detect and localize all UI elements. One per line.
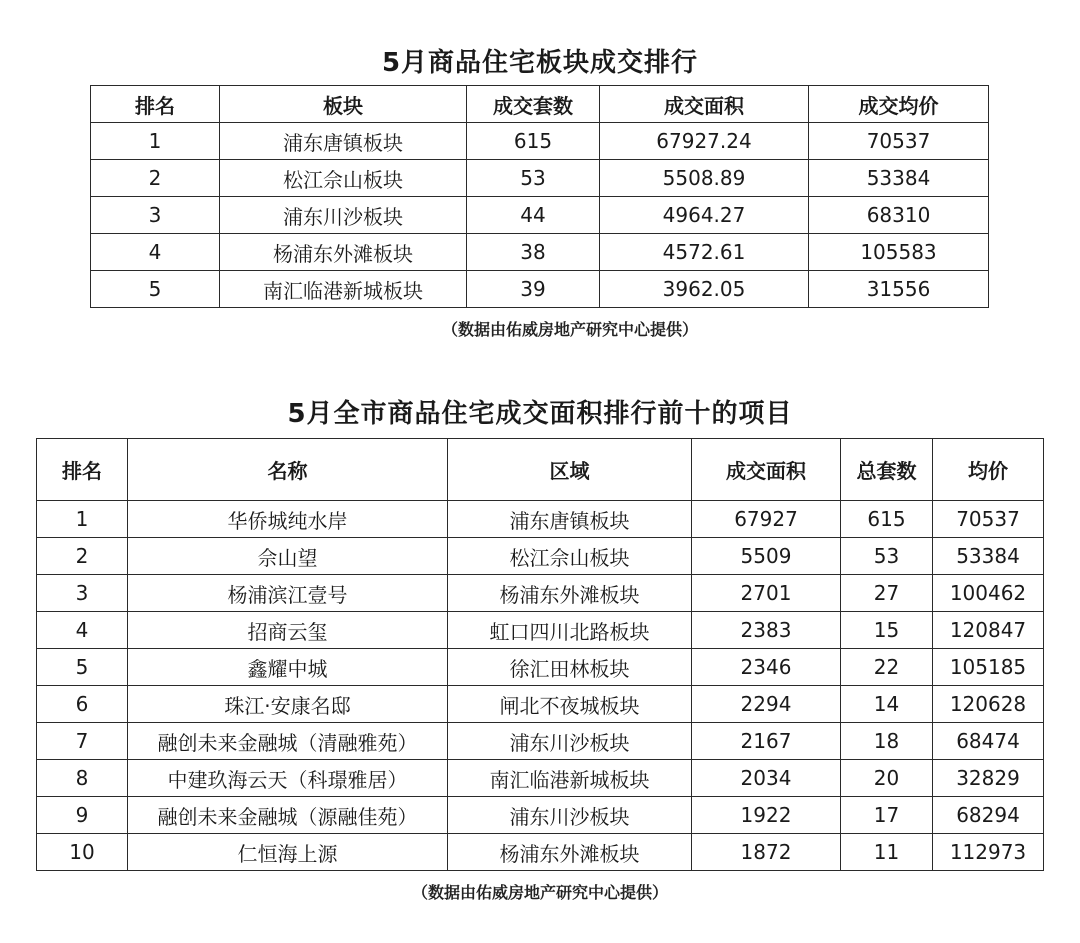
table-cell: 39: [467, 271, 600, 308]
table-cell: 闸北不夜城板块: [448, 686, 692, 723]
table-cell: 8: [37, 760, 128, 797]
table-row: [37, 797, 1044, 834]
table-row: [91, 160, 989, 197]
table-cell: 南汇临港新城板块: [448, 760, 692, 797]
table-cell: 5: [91, 271, 220, 308]
table-cell: 112973: [933, 834, 1044, 871]
table2-title: 5月全市商品住宅成交面积排行前十的项目: [287, 399, 793, 429]
table-cell: 2034: [692, 760, 841, 797]
table-cell: 浦东川沙板块: [220, 197, 467, 234]
table-cell: 中建玖海云天（科璟雅居）: [128, 760, 448, 797]
table-cell: 615: [467, 123, 600, 160]
table-cell: 招商云玺: [128, 612, 448, 649]
table-cell: 浦东川沙板块: [448, 723, 692, 760]
header-region: 区域: [448, 439, 692, 501]
project-ranking-table: [36, 438, 1044, 871]
table-cell: 华侨城纯水岸: [128, 501, 448, 538]
header-units: 成交套数: [467, 86, 600, 123]
table-cell: 14: [841, 686, 933, 723]
table-cell: 2: [91, 160, 220, 197]
table-cell: 1872: [692, 834, 841, 871]
table-cell: 11: [841, 834, 933, 871]
table-cell: 5: [37, 649, 128, 686]
table-row: [91, 234, 989, 271]
table-row: [37, 834, 1044, 871]
header-area: 成交面积: [600, 86, 809, 123]
table-cell: 100462: [933, 575, 1044, 612]
table-row: [37, 538, 1044, 575]
table-cell: 68310: [809, 197, 989, 234]
table-cell: 1: [91, 123, 220, 160]
table-cell: 27: [841, 575, 933, 612]
header-name: 名称: [128, 439, 448, 501]
table-cell: 3: [37, 575, 128, 612]
table-cell: 佘山望: [128, 538, 448, 575]
table-cell: 32829: [933, 760, 1044, 797]
table-cell: 615: [841, 501, 933, 538]
table-cell: 15: [841, 612, 933, 649]
table-cell: 浦东川沙板块: [448, 797, 692, 834]
table-cell: 4964.27: [600, 197, 809, 234]
table-cell: 105185: [933, 649, 1044, 686]
table-cell: 2346: [692, 649, 841, 686]
table-header-row: [37, 439, 1044, 501]
table-cell: 杨浦东外滩板块: [448, 575, 692, 612]
table-cell: 68474: [933, 723, 1044, 760]
table-cell: 融创未来金融城（源融佳苑）: [128, 797, 448, 834]
table-cell: 浦东唐镇板块: [448, 501, 692, 538]
table2-source-note: （数据由佑威房地产研究中心提供）: [411, 883, 668, 902]
table-cell: 9: [37, 797, 128, 834]
table-row: [37, 686, 1044, 723]
table-cell: 120847: [933, 612, 1044, 649]
header-avg-price: 成交均价: [809, 86, 989, 123]
table-cell: 22: [841, 649, 933, 686]
table-cell: 120628: [933, 686, 1044, 723]
table-row: [37, 723, 1044, 760]
table-cell: 2167: [692, 723, 841, 760]
table-cell: 4: [91, 234, 220, 271]
table-cell: 10: [37, 834, 128, 871]
table-cell: 67927.24: [600, 123, 809, 160]
table-cell: 3: [91, 197, 220, 234]
table-row: [37, 575, 1044, 612]
table-cell: 杨浦滨江壹号: [128, 575, 448, 612]
table-cell: 仁恒海上源: [128, 834, 448, 871]
table-cell: 68294: [933, 797, 1044, 834]
table-cell: 20: [841, 760, 933, 797]
table-row: [37, 760, 1044, 797]
table-cell: 31556: [809, 271, 989, 308]
table-cell: 杨浦东外滩板块: [220, 234, 467, 271]
table-cell: 5509: [692, 538, 841, 575]
table-cell: 1: [37, 501, 128, 538]
table-header-row: [91, 86, 989, 123]
table-row: [91, 197, 989, 234]
table-cell: 鑫耀中城: [128, 649, 448, 686]
table-row: [37, 501, 1044, 538]
table-row: [91, 123, 989, 160]
table-cell: 虹口四川北路板块: [448, 612, 692, 649]
table-cell: 53: [467, 160, 600, 197]
table-cell: 53: [841, 538, 933, 575]
table-cell: 3962.05: [600, 271, 809, 308]
table-cell: 松江佘山板块: [220, 160, 467, 197]
table1-source-note: （数据由佑威房地产研究中心提供）: [441, 320, 698, 339]
table-cell: 17: [841, 797, 933, 834]
table-row: [37, 612, 1044, 649]
table-cell: 53384: [933, 538, 1044, 575]
table-cell: 2: [37, 538, 128, 575]
table-row: [91, 271, 989, 308]
table-cell: 珠江·安康名邸: [128, 686, 448, 723]
table-cell: 6: [37, 686, 128, 723]
table-cell: 53384: [809, 160, 989, 197]
header-total-units: 总套数: [841, 439, 933, 501]
table-cell: 融创未来金融城（清融雅苑）: [128, 723, 448, 760]
table-cell: 松江佘山板块: [448, 538, 692, 575]
table-cell: 2383: [692, 612, 841, 649]
table-cell: 67927: [692, 501, 841, 538]
table-cell: 徐汇田林板块: [448, 649, 692, 686]
table-cell: 杨浦东外滩板块: [448, 834, 692, 871]
table1-title: 5月商品住宅板块成交排行: [381, 48, 699, 78]
table-row: [37, 649, 1044, 686]
header-rank: 排名: [91, 86, 220, 123]
table-cell: 1922: [692, 797, 841, 834]
table-cell: 38: [467, 234, 600, 271]
table-cell: 浦东唐镇板块: [220, 123, 467, 160]
header-sector: 板块: [220, 86, 467, 123]
table-cell: 南汇临港新城板块: [220, 271, 467, 308]
header-area: 成交面积: [692, 439, 841, 501]
table-cell: 4: [37, 612, 128, 649]
table-cell: 4572.61: [600, 234, 809, 271]
sector-ranking-table: [90, 85, 989, 308]
table-cell: 2701: [692, 575, 841, 612]
table-cell: 18: [841, 723, 933, 760]
table-cell: 5508.89: [600, 160, 809, 197]
table-cell: 105583: [809, 234, 989, 271]
table-cell: 2294: [692, 686, 841, 723]
table-cell: 7: [37, 723, 128, 760]
table-cell: 70537: [809, 123, 989, 160]
header-rank: 排名: [37, 439, 128, 501]
header-avg-price: 均价: [933, 439, 1044, 501]
table-cell: 70537: [933, 501, 1044, 538]
table-cell: 44: [467, 197, 600, 234]
